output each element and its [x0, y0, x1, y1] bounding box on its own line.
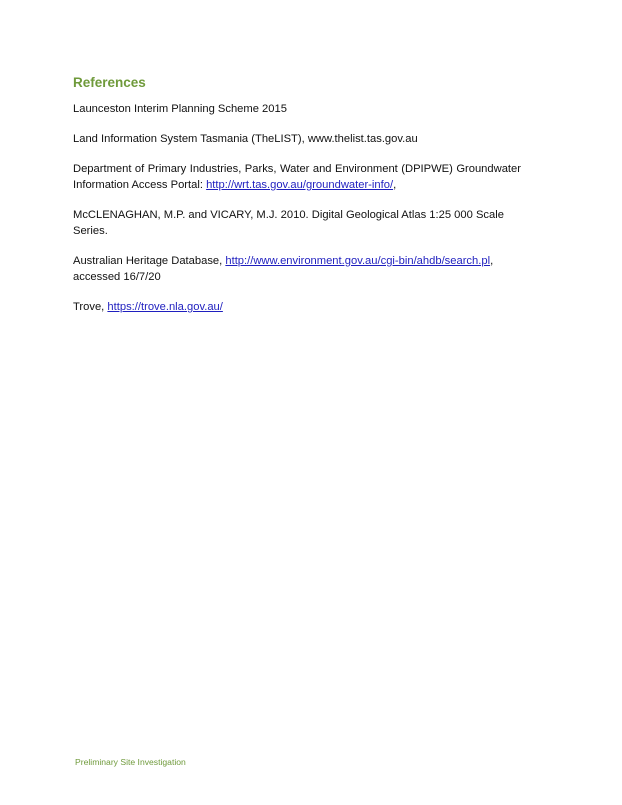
- reference-dpipwe: [73, 161, 521, 193]
- reference-text: Land Information System Tasmania (TheLIST), www.thelist.tas.gov.au: [73, 133, 418, 145]
- page-footer: Preliminary Site Investigation: [75, 757, 186, 767]
- reference-text: Australian Heritage Database,: [73, 255, 226, 267]
- trove-link[interactable]: https://trove.nla.gov.au/: [107, 301, 223, 313]
- reference-text: Trove,: [73, 301, 108, 313]
- groundwater-portal-link[interactable]: http://wrt.tas.gov.au/groundwater-info/: [206, 179, 394, 191]
- reference-text-after: , accessed 16/7/20: [73, 255, 494, 283]
- reference-geological-atlas: [73, 207, 521, 239]
- reference-text: Launceston Interim Planning Scheme 2015: [73, 103, 287, 115]
- reference-text: Department of Primary Industries, Parks, Water and Environment (DPIPWE) Groundwater Information Access Portal:: [73, 163, 521, 191]
- reference-text: McCLENAGHAN, M.P. and VICARY, M.J. 2010. Digital Geological Atlas 1:25 000 Scale Series.: [73, 209, 504, 237]
- references-list: [73, 101, 521, 329]
- references-heading: References: [73, 75, 146, 90]
- reference-text-after: ,: [393, 179, 397, 191]
- reference-planning-scheme: [73, 101, 521, 117]
- reference-heritage-database: [73, 253, 521, 285]
- reference-trove: [73, 299, 521, 315]
- heritage-database-link[interactable]: http://www.environment.gov.au/cgi-bin/ahdb/search.pl: [225, 255, 491, 267]
- reference-thelist: [73, 131, 521, 147]
